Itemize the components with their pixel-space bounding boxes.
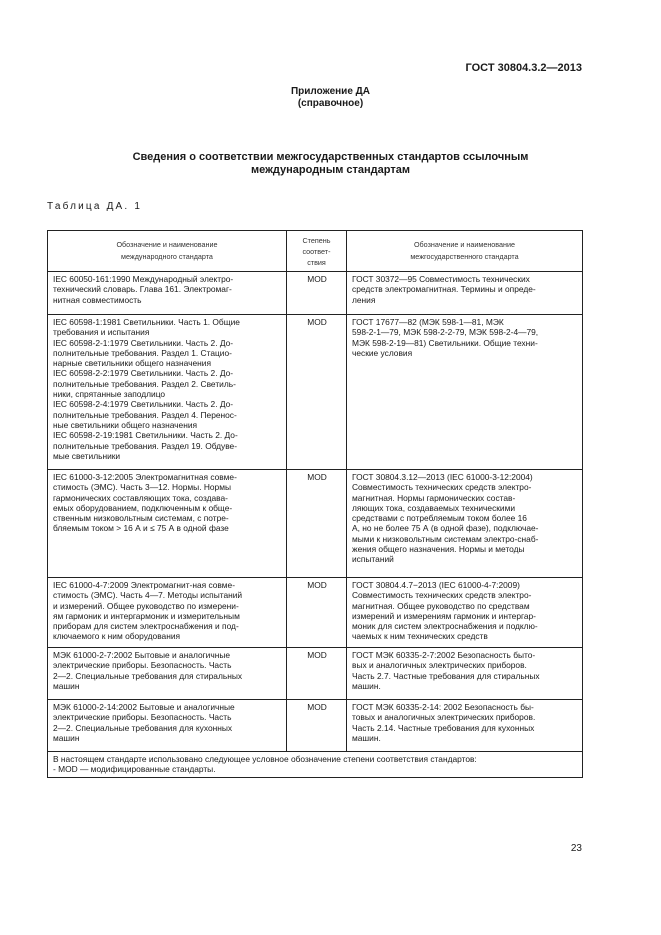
table-row: [48, 315, 583, 470]
cell-line: ственным низковольтным системам, с потре-: [53, 513, 229, 524]
cell-line: IEC 61000-4-7:2009 Электромагнит-ная совме-: [53, 580, 235, 590]
gost-standard-cell: [347, 272, 583, 315]
cell-line: магнитная. Нормы гармонических состав-: [352, 492, 516, 503]
cell-line: чаемых к ним технических средств: [352, 631, 488, 642]
cell-line: товых и аналогичных электрических приборов.: [352, 712, 536, 723]
cell-line: МЭК 61000-2-7:2002 Бытовые и аналогичные: [53, 650, 231, 660]
cell-line: испытаний: [352, 554, 394, 565]
cell-line: 2—2. Специальные требования для кухонных: [53, 722, 233, 733]
section-title-line: международным стандартам: [251, 164, 410, 176]
table-note: [48, 752, 583, 778]
cell-line: Совместимость технических средств электро-: [352, 590, 532, 601]
note-line: В настоящем стандарте использовано следующее условное обозначение степени соответствия стандартов:: [53, 754, 477, 764]
section-title-line: Сведения о соответствии межгосударственных стандартов ссылочным: [132, 151, 529, 163]
header-degree: [287, 231, 347, 272]
cell-line: полнительные требования. Раздел 2. Светиль-: [53, 378, 236, 389]
intl-standard-cell: [48, 648, 287, 700]
cell-line: и измерений. Общее руководство по измерени-: [53, 600, 239, 611]
header-interstate-standard: [347, 231, 583, 272]
section-title: [90, 151, 571, 177]
intl-standard-cell: [48, 578, 287, 648]
cell-line: электрические приборы. Безопасность. Часть: [53, 712, 232, 723]
cell-line: машин.: [352, 680, 381, 691]
cell-line: IEC 60598-2-4:1979 Светильники. Часть 2. До-: [53, 399, 234, 410]
cell-line: ям гармоник и интергармоник и измерительным: [53, 610, 240, 621]
cell-line: ГОСТ 17677—82 (МЭК 598-1—81, МЭК: [352, 317, 504, 327]
cell-line: машин: [53, 680, 80, 691]
table-row: [48, 272, 583, 315]
cell-line: ГОСТ 30372—95 Совместимость технических: [352, 274, 530, 284]
degree-cell: MOD: [287, 470, 347, 578]
cell-line: МЭК 61000-2-14:2002 Бытовые и аналогичные: [53, 702, 235, 712]
cell-line: ГОСТ МЭК 60335-2-14: 2002 Безопасность бы-: [352, 702, 534, 712]
cell-line: электрические приборы. Безопасность. Часть: [53, 660, 232, 671]
cell-line: измерений и измерениям гармоник и интергар-: [352, 610, 536, 621]
table-row: [48, 700, 583, 752]
header-line: Обозначение и наименование: [413, 240, 516, 249]
cell-line: ГОСТ 30804.4.7−2013 (IEC 61000-4-7:2009): [352, 580, 520, 590]
cell-line: ники, спрятанные заподлицо: [53, 389, 166, 400]
cell-line: Часть 2.7. Частные требования для стиральных: [352, 670, 540, 681]
degree-cell: MOD: [287, 648, 347, 700]
cell-line: бляемым током > 16 А и ≤ 75 А в одной фазе: [53, 523, 229, 534]
cell-line: А, но не более 75 А (в одной фазе), подключае-: [352, 523, 539, 534]
intl-standard-cell: [48, 272, 287, 315]
annex-title: Приложение ДА: [290, 86, 371, 97]
note-line: - MOD — модифицированные стандарты.: [53, 764, 216, 775]
gost-standard-cell: [347, 700, 583, 752]
cell-line: IEC 60598-1:1981 Светильники. Часть 1. Общие: [53, 317, 240, 327]
header-line: ствия: [307, 257, 326, 267]
gost-standard-cell: [347, 470, 583, 578]
degree-cell: MOD: [287, 700, 347, 752]
document-code: ГОСТ 30804.3.2—2013: [465, 62, 582, 74]
page-number: 23: [570, 843, 582, 854]
cell-line: IEC 60598-2-2:1979 Светильники. Часть 2. До-: [53, 368, 234, 379]
cell-line: ГОСТ МЭК 60335-2-7:2002 Безопасность быто-: [352, 650, 536, 660]
header-line: международного стандарта: [121, 252, 213, 261]
cell-line: ческие условия: [352, 347, 413, 358]
degree-cell: MOD: [287, 578, 347, 648]
cell-line: требования и испытания: [53, 327, 150, 338]
cell-line: мыми к низковольтным системам электро-снаб-: [352, 533, 539, 544]
table-row: [48, 470, 583, 578]
cell-line: ГОСТ 30804.3.12—2013 (IEC 61000-3-12:2004): [352, 472, 533, 482]
cell-line: нитная совместимость: [53, 294, 142, 305]
cell-line: нарные светильники общего назначения: [53, 358, 211, 369]
header-line: Степень: [302, 235, 331, 245]
cell-line: машин.: [352, 732, 381, 743]
cell-line: МЭК 598-2-19—81) Светильники. Общие техни-: [352, 337, 538, 348]
cell-line: средствами с потребляемым током более 16: [352, 513, 527, 524]
gost-standard-cell: [347, 648, 583, 700]
cell-line: IEC 60050-161:1990 Международный электро-: [53, 274, 234, 284]
gost-standard-cell: [347, 578, 583, 648]
gost-standard-cell: [347, 315, 583, 470]
cell-line: мые светильники: [53, 450, 121, 461]
cell-line: IEC 60598-2-1:1979 Светильники. Часть 2. До-: [53, 337, 234, 348]
intl-standard-cell: [48, 470, 287, 578]
cell-line: полнительные требования. Раздел 1. Стацио-: [53, 347, 232, 358]
cell-line: жения общего назначения. Нормы и методы: [352, 544, 525, 555]
annex-heading: [0, 86, 661, 110]
cell-line: стимость (ЭМС). Часть 3—12. Нормы. Нормы: [53, 482, 231, 493]
cell-line: средств электромагнитная. Термины и опреде-: [352, 284, 536, 295]
cell-line: Часть 2.14. Частные требования для кухонных: [352, 722, 535, 733]
table-label: Таблица ДА. 1: [47, 201, 143, 212]
header-international-standard: [48, 231, 287, 272]
cell-line: ключаемого к ним оборудования: [53, 631, 181, 642]
cell-line: моник для систем электроснабжения и подклю-: [352, 621, 538, 632]
cell-line: емых оборудованием, подключенным к обще-: [53, 502, 233, 513]
cell-line: ления: [352, 294, 376, 305]
cell-line: IEC 61000-3-12:2005 Электромагнитная совме-: [53, 472, 237, 482]
cell-line: технический словарь. Глава 161. Электромаг-: [53, 284, 232, 295]
header-line: межгосударственного стандарта: [410, 252, 519, 261]
cell-line: вых и аналогичных электрических приборов.: [352, 660, 527, 671]
degree-cell: MOD: [287, 315, 347, 470]
header-line: соответ-: [302, 246, 331, 256]
cell-line: IEC 60598-2-19:1981 Светильники. Часть 2. До-: [53, 430, 238, 441]
table-note-row: [48, 752, 583, 778]
table-header-row: [48, 231, 583, 272]
cell-line: ляющих тока, создаваемых техническими: [352, 502, 516, 513]
cell-line: ные светильники общего назначения: [53, 419, 198, 430]
cell-line: полнительные требования. Раздел 19. Обдуве-: [53, 440, 238, 451]
intl-standard-cell: [48, 700, 287, 752]
cell-line: магнитная. Общее руководство по средствам: [352, 600, 530, 611]
cell-line: приборам для систем электроснабжения и под-: [53, 621, 239, 632]
annex-subtitle: (справочное): [297, 98, 364, 109]
header-line: Обозначение и наименование: [116, 240, 218, 249]
table-row: [48, 648, 583, 700]
cell-line: Совместимость технических средств электро-: [352, 482, 532, 493]
cell-line: полнительные требования. Раздел 4. Перенос-: [53, 409, 237, 420]
degree-cell: MOD: [287, 272, 347, 315]
cell-line: гармонических составляющих тока, создава-: [53, 492, 228, 503]
cell-line: машин: [53, 732, 80, 743]
table-row: [48, 578, 583, 648]
correspondence-table: [47, 230, 583, 778]
cell-line: 2—2. Специальные требования для стиральных: [53, 670, 243, 681]
intl-standard-cell: [48, 315, 287, 470]
cell-line: 598-2-1—79, МЭК 598-2-2-79, МЭК 598-2-4—79,: [352, 327, 539, 338]
cell-line: стимость (ЭМС). Часть 4—7. Методы испытаний: [53, 590, 243, 601]
